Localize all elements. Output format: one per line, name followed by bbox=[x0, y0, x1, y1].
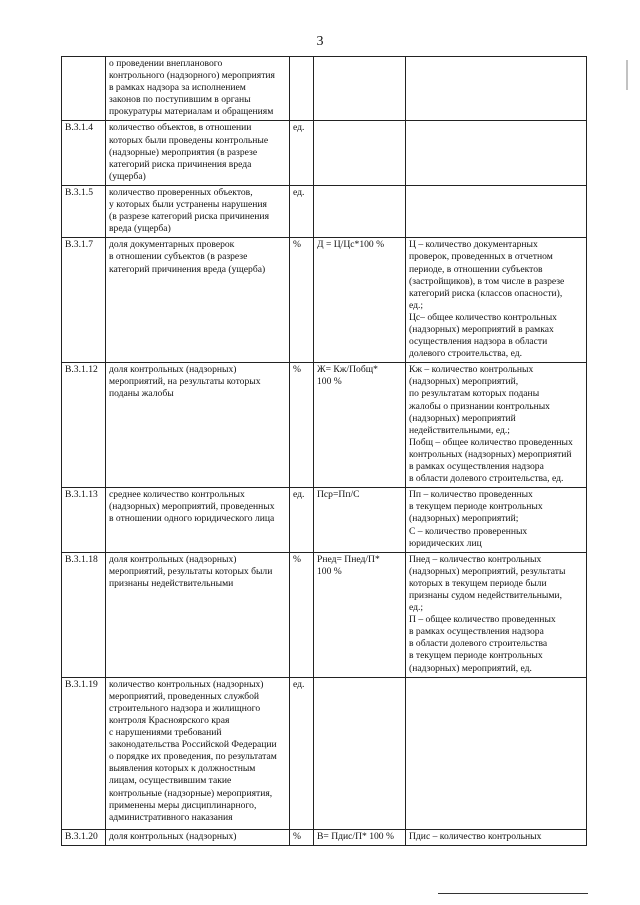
indicator-formula bbox=[314, 57, 406, 121]
indicator-name: доля документарных проверок в отношении субъектов (в разрезе категорий причинения вреда (ущерба) bbox=[106, 238, 290, 363]
indicator-description: Пп – количество проведенных в текущем периоде контрольных (надзорных) мероприятий; С – количество проверенных юридических лиц bbox=[406, 488, 587, 552]
scan-edge-mark bbox=[626, 60, 628, 90]
table-row bbox=[62, 677, 587, 829]
table-row bbox=[62, 57, 587, 121]
indicator-description: Пдис – количество контрольных bbox=[406, 829, 587, 845]
indicator-code: В.3.1.4 bbox=[62, 121, 106, 185]
indicator-name: доля контрольных (надзорных) мероприятий, результаты которых были признаны недействительными bbox=[106, 552, 290, 677]
indicator-formula: Пср=Пп/С bbox=[314, 488, 406, 552]
indicator-description bbox=[406, 121, 587, 185]
page-number: 3 bbox=[316, 34, 324, 49]
indicator-name: доля контрольных (надзорных) bbox=[106, 829, 290, 845]
indicator-unit: % bbox=[290, 363, 314, 488]
indicator-name: количество контрольных (надзорных) мероприятий, проведенных службой строительного надзора и жилищного контроля Красноярского края с нарушениями требований законодательства Российской Федерации о порядке их проведения, по результатам выявления которых к должностным лицам, осуществившим такие контрольные (надзорные) мероприятия, применены меры дисциплинарного, административного наказания bbox=[106, 677, 290, 829]
indicator-code: В.3.1.18 bbox=[62, 552, 106, 677]
indicator-unit: ед. bbox=[290, 488, 314, 552]
indicator-unit: % bbox=[290, 238, 314, 363]
table-row bbox=[62, 185, 587, 237]
indicator-formula bbox=[314, 121, 406, 185]
indicators-table-body bbox=[62, 57, 587, 846]
indicator-formula bbox=[314, 677, 406, 829]
indicator-description: Пнед – количество контрольных (надзорных) мероприятий, результаты которых в текущем периоде были признаны судом недействительными, ед.; П – общее количество проведенных в рамках осуществления надзора в области долевого строительства в текущем периоде контрольных (надзорных) мероприятий, ед. bbox=[406, 552, 587, 677]
footer-rule bbox=[438, 893, 588, 894]
indicator-unit: % bbox=[290, 829, 314, 845]
table-row bbox=[62, 121, 587, 185]
indicator-code: В.3.1.20 bbox=[62, 829, 106, 845]
table-row bbox=[62, 552, 587, 677]
table-row bbox=[62, 488, 587, 552]
indicator-formula bbox=[314, 185, 406, 237]
indicator-code: В.3.1.7 bbox=[62, 238, 106, 363]
indicator-unit: % bbox=[290, 552, 314, 677]
indicator-formula: Рнед= Пнед/П* 100 % bbox=[314, 552, 406, 677]
indicator-name: доля контрольных (надзорных) мероприятий, на результаты которых поданы жалобы bbox=[106, 363, 290, 488]
indicator-unit: ед. bbox=[290, 677, 314, 829]
indicator-formula: Д = Ц/Цс*100 % bbox=[314, 238, 406, 363]
indicator-code: В.3.1.12 bbox=[62, 363, 106, 488]
indicator-code: В.3.1.13 bbox=[62, 488, 106, 552]
indicator-code: В.3.1.19 bbox=[62, 677, 106, 829]
indicator-formula: Ж= Кж/Побщ* 100 % bbox=[314, 363, 406, 488]
indicator-unit bbox=[290, 57, 314, 121]
table-row bbox=[62, 363, 587, 488]
indicators-table bbox=[61, 56, 587, 846]
indicator-name: количество объектов, в отношении которых были проведены контрольные (надзорные) мероприятия (в разрезе категорий риска причинения вреда (ущерба) bbox=[106, 121, 290, 185]
indicator-code bbox=[62, 57, 106, 121]
indicator-name: среднее количество контрольных (надзорных) мероприятий, проведенных в отношении одного юридического лица bbox=[106, 488, 290, 552]
indicator-code: В.3.1.5 bbox=[62, 185, 106, 237]
indicator-name: количество проверенных объектов, у которых были устранены нарушения (в разрезе категорий риска причинения вреда (ущерба) bbox=[106, 185, 290, 237]
indicator-description bbox=[406, 185, 587, 237]
indicator-unit: ед. bbox=[290, 185, 314, 237]
indicator-description: Кж – количество контрольных (надзорных) мероприятий, по результатам которых поданы жалобы о признании контрольных (надзорных) мероприятий недействительными, ед.; Побщ – общее количество проведенных контрольных (надзорных) мероприятий в рамках осуществления надзора в области долевого строительства, ед. bbox=[406, 363, 587, 488]
indicator-formula: В= Пдис/П* 100 % bbox=[314, 829, 406, 845]
table-row bbox=[62, 829, 587, 845]
indicator-unit: ед. bbox=[290, 121, 314, 185]
table-row bbox=[62, 238, 587, 363]
indicator-name: о проведении внепланового контрольного (надзорного) мероприятия в рамках надзора за исполнением законов по поступившим в органы прокуратуры материалам и обращениям bbox=[106, 57, 290, 121]
indicator-description bbox=[406, 677, 587, 829]
indicator-description: Ц – количество документарных проверок, проведенных в отчетном периоде, в отношении субъектов (застройщиков), в том числе в разрезе категорий риска (классов опасности), ед.; Цс– общее количество контрольных (надзорных) мероприятий в рамках осуществления надзора в области долевого строительства, ед. bbox=[406, 238, 587, 363]
indicator-description bbox=[406, 57, 587, 121]
